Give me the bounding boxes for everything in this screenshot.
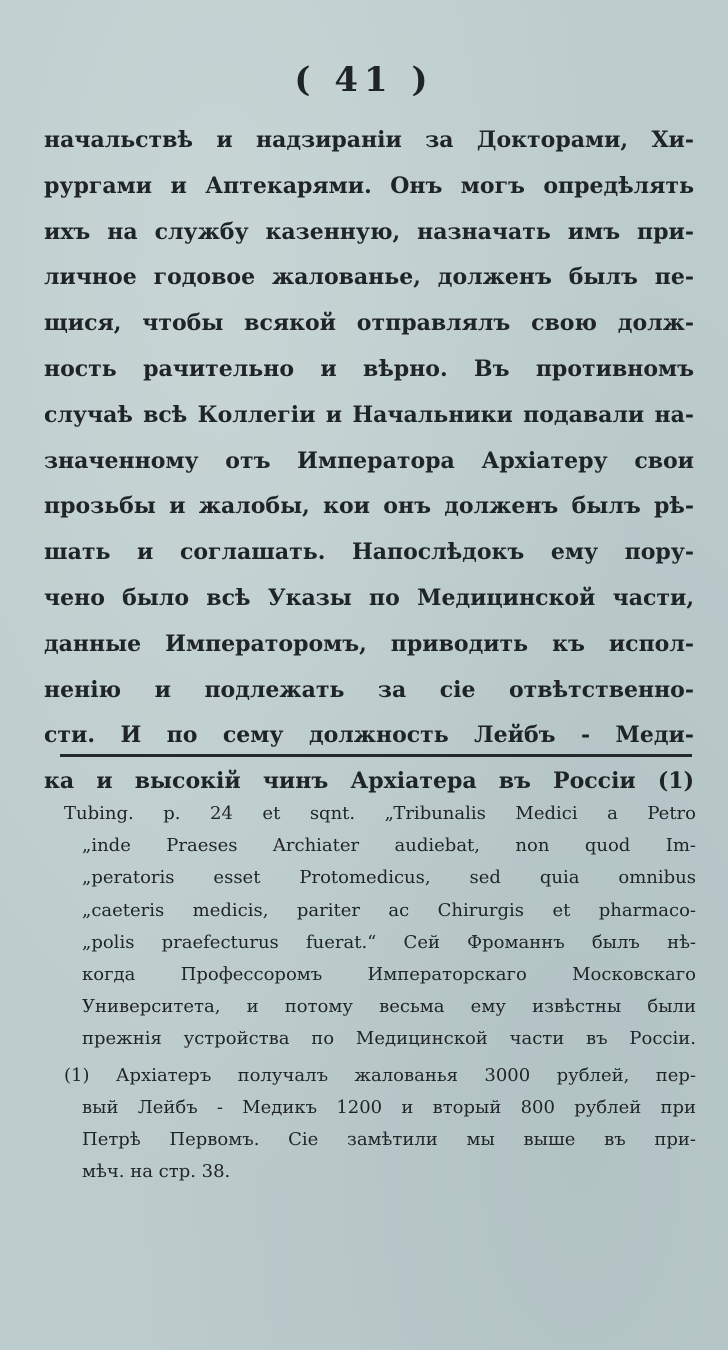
footnote-line: „caeteris medicis, pariter ac Chirurgis et pharmaco- bbox=[82, 899, 696, 921]
footnote-line: „polis praefecturus fuerat.“ Сей Фроманнъ былъ нѣ- bbox=[82, 931, 696, 953]
footnote-line: прежнія устройства по Медицинской части въ Россіи. bbox=[82, 1028, 696, 1050]
body-line: данные Императоромъ, приводить къ испол- bbox=[44, 630, 694, 657]
footnote-line: „inde Praeses Archiater audiebat, non quod Im- bbox=[82, 835, 696, 857]
footnote-line: Петрѣ Первомъ. Сіе замѣтили мы выше въ при- bbox=[82, 1128, 696, 1150]
body-line: значенному отъ Императора Архіатеру свои bbox=[44, 447, 694, 474]
body-line: начальствѣ и надзираніи за Докторами, Хи- bbox=[44, 127, 694, 153]
body-line: личное годовое жалованье, долженъ былъ пе- bbox=[44, 264, 694, 291]
body-text bbox=[44, 118, 694, 805]
footnotes bbox=[64, 798, 696, 1188]
footnote-line: мѣч. на стр. 38. bbox=[82, 1161, 231, 1183]
footnote-1 bbox=[64, 1060, 696, 1189]
body-line: ность рачительно и вѣрно. Въ противномъ bbox=[44, 355, 694, 382]
body-line: прозьбы и жалобы, кои онъ долженъ былъ рѣ- bbox=[44, 493, 694, 520]
body-line: ка и высокій чинъ Архіатера въ Россіи (1) bbox=[44, 768, 694, 795]
footnote-line: (1) Архіатеръ получалъ жалованья 3000 рублей, пер- bbox=[64, 1064, 696, 1086]
footnote-line: Университета, и потому весьма ему извѣстны были bbox=[82, 996, 696, 1018]
footnote-line: „peratoris esset Protomedicus, sed quia omnibus bbox=[82, 867, 696, 889]
body-line: ихъ на службу казенную, назначать имъ при- bbox=[44, 218, 694, 245]
body-line: щися, чтобы всякой отправлялъ свою долж- bbox=[44, 310, 694, 337]
body-line: случаѣ всѣ Коллегіи и Начальники подавали на- bbox=[44, 401, 694, 428]
body-line: шать и соглашать. Напослѣдокъ ему пору- bbox=[44, 539, 694, 566]
footnote-line: вый Лейбъ - Медикъ 1200 и вторый 800 рублей при bbox=[82, 1096, 696, 1118]
body-line: ненію и подлежать за сіе отвѣтственно- bbox=[44, 676, 694, 703]
body-line: рургами и Аптекарями. Онъ могъ опредѣлять bbox=[44, 172, 694, 199]
body-line: чено было всѣ Указы по Медицинской части, bbox=[44, 584, 694, 611]
footnote-divider bbox=[60, 754, 692, 757]
footnote-line: Tubing. p. 24 et sqnt. „Tribunalis Medici a Petro bbox=[64, 803, 696, 824]
body-line: сти. И по сему должность Лейбъ - Меди- bbox=[44, 722, 694, 749]
page-number: ( 41 ) bbox=[294, 60, 434, 100]
footnote-line: когда Профессоромъ Императорскаго Московскаго bbox=[82, 963, 696, 985]
footnote-continued bbox=[64, 798, 696, 1056]
